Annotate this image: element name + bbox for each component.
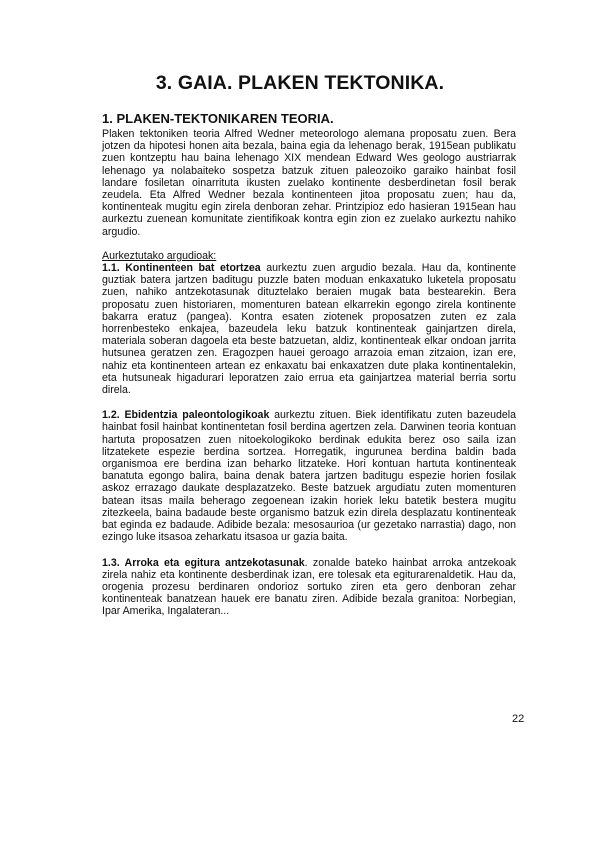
argument-paragraph-1 bbox=[102, 262, 516, 396]
argument-2-text: aurkeztu zituen. Biek identifikatu zuten bazeudela hainbat fosil hainbat kontinentetan fosil berdina agertzen zela. Darwinen teoria kontuan hartuta proposatzen zuen nitoekologikoko berdinak edukita berez oso saila izan litzatekete espezie berdina sortzea. Horregatik, ingurunea berdina baldin bada organismoa ere berdina izan beharko litzateke. Hori kontuan hartuta kontinenteak banatuta egongo balira, baina denak batera jartzen baditugu espezie horien fosilak askoz errazago daukate desplazatzeko. Beste batzuek argudiatu zuten momenturen batean itsas maila beherago zegoenean izakin horiek leku batetik bestera mugitu zitezkeela, baina badaude beste organismo batzuk ezin direla desplazatu kontinenteak bat eginda ez badaude. Adibide bezala: mesosaurioa (ur gezetako narrastia) dago, non ezingo luke itsasoa zeharkatu itsasoa ur gazia baita. bbox=[102, 409, 516, 544]
intro-paragraph: Plaken tektoniken teoria Alfred Wedner meteorologo alemana proposatu zuen. Bera jotzen da hipotesi honen aita bezala, baina egia da lehenago berak, 1915ean publikatu zuen kontzeptu hau baina lehenago XIX mendean Edward Wes geologo austriarrak lehenago ya nolabaiteko sospetza batzuk zituen paleozoiko garaiko hainbat fosil landare fosiletan oinarrituta ikusten zuelako kontinente desberdinetan fosil berak zeudela. Eta Alfred Wedner bezala kontinenteen jitoa proposatu zuen; hau da, kontinenteak mugitu egin zirela denboran zehar. Printzipioz edo hasieran 1915ean hau aurkeztu zuenean komunitate zientifikoak kontra egin zion ez zuelako aurkeztu nahiko argudio. bbox=[102, 128, 516, 238]
argument-paragraph-3 bbox=[102, 557, 516, 618]
arguments-label: Aurkeztutako argudioak: bbox=[102, 249, 217, 262]
chapter-title: 3. GAIA. PLAKEN TEKTONIKA. bbox=[155, 72, 445, 94]
argument-1-text: aurkeztu zuen argudio bezala. Hau da, kontinente guztiak batera jartzen baditugu puzzle baten moduan enkaxatuko luketela proposatu zuen, nahiko antzekotasunak dituztelako beraien mugak bata bestearekin. Bera proposatu zuen historiaren, momenturen batean elkarrekin egongo zirela kontinente bakarra eratuz (pangea). Kontra esaten ziotenek proposatzen zuten ez zala horrenbesteko enkajea, bazeudela leku batzuk kontinenteak gainjartzen direla, materiala soberan dagoela eta beste batzuetan, aldiz, kontinenteak elkar ondoan jarrita hutsunea geratzen zen. Eragozpen hauei geroago arrazoia eman zitzaion, izan ere, nahiz eta kontinenteen artean ez enkaxatu bai enkaxatzen dute plaka kontinentalekin, eta hutsuneak higadurari leporatzen zaio errua eta gainjartzea material berria sortu direla. bbox=[102, 262, 516, 397]
argument-2-title: 1.2. Ebidentzia paleontologikoak bbox=[102, 409, 270, 422]
section-heading: 1. PLAKEN-TEKTONIKAREN TEORIA. bbox=[102, 111, 334, 126]
document-body bbox=[102, 111, 516, 618]
argument-3-title: 1.3. Arroka eta egitura antzekotasunak bbox=[102, 556, 305, 569]
argument-1-title: 1.1. Kontinenteen bat etortzea bbox=[102, 262, 261, 275]
page-number: 22 bbox=[512, 713, 525, 725]
argument-paragraph-2 bbox=[102, 409, 516, 543]
argument-3-text: . zonalde bateko hainbat arroka antzekoak zirela nahiz eta kontinente desberdinak izan, ere tolesak eta egiturarenaldetik. Hau da, orogenia prozesu berdinaren ondorioz sortuko ziren eta gero denboran zehar kontinenteak banatzean hauek ere banatu ziren. Adibide bezala granitoa: Norbegian, Ipar Amerika, Ingalateran... bbox=[102, 556, 517, 618]
